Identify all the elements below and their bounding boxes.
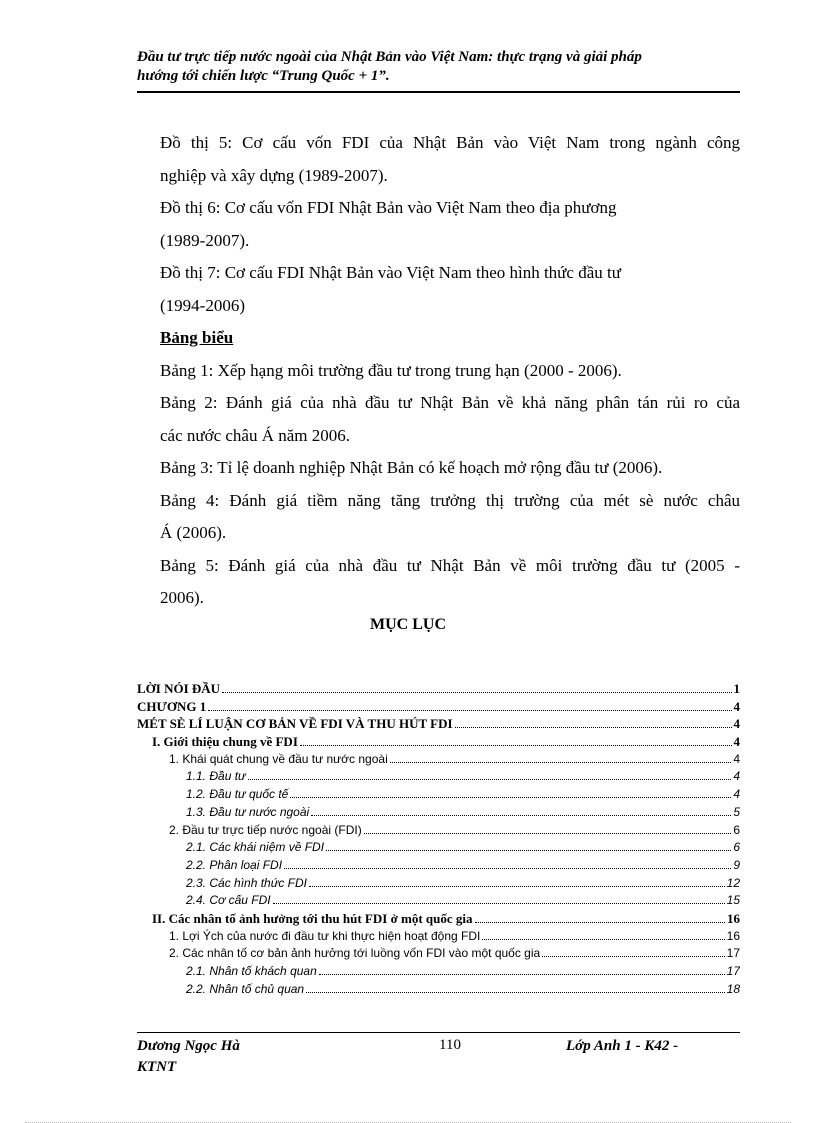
footer-rule <box>137 1032 740 1033</box>
figure-table-list <box>160 127 740 615</box>
toc-entry[interactable]: 2.4. Cơ cấu FDI 15 <box>186 893 740 908</box>
list-line: Bảng 3: Tỉ lệ doanh nghiệp Nhật Bản có kế hoạch mở rộng đầu tư (2006). <box>160 458 663 477</box>
toc-entry[interactable]: II. Các nhân tố ảnh hưởng tới thu hút FDI ở một quốc gia 16 <box>152 910 740 926</box>
toc-entry[interactable]: 1.2. Đầu tư quốc tế 4 <box>186 787 740 802</box>
toc-entry[interactable]: 1.3. Đầu tư nước ngoài 5 <box>186 804 740 819</box>
page-number: 110 <box>439 1037 461 1053</box>
header-line-1: Đầu tư trực tiếp nước ngoài của Nhật Bản vào Việt Nam: thực trạng và giải pháp <box>137 49 642 65</box>
list-line: Đồ thị 6: Cơ cấu vốn FDI Nhật Bản vào Việt Nam theo địa phương <box>160 198 617 217</box>
list-line: Đồ thị 5: Cơ cấu vốn FDI của Nhật Bản vào Việt Nam trong ngành công <box>160 133 740 152</box>
footer-author-block <box>137 1036 297 1078</box>
toc-entry[interactable]: 1.1. Đầu tư 4 <box>186 769 740 784</box>
footer-dept: KTNT <box>137 1059 177 1075</box>
toc-entry[interactable]: CHƯƠNG 1 4 <box>137 698 740 714</box>
toc-entry[interactable]: 2.3. Các hình thức FDI 12 <box>186 875 740 890</box>
section-heading-tables: Bảng biểu <box>160 328 234 347</box>
toc-entry[interactable]: LỜI NÓI ĐẦU 1 <box>137 681 740 696</box>
list-line: Á (2006). <box>160 523 227 542</box>
toc-entry[interactable]: I. Giới thiệu chung về FDI 4 <box>152 734 740 750</box>
list-line: Bảng 5: Đánh giá của nhà đầu tư Nhật Bản về môi trường đầu tư (2005 - <box>160 555 740 575</box>
list-line: nghiệp và xây dựng (1989-2007). <box>160 165 388 185</box>
toc-entry[interactable]: 1. Lợi Ých của nước đi đầu tư khi thực hiện hoạt động FDI 16 <box>169 928 740 943</box>
toc-entry[interactable]: 2.2. Nhân tố chủ quan 18 <box>186 981 740 996</box>
toc-entry[interactable]: 2.1. Các khái niệm về FDI 6 <box>186 840 740 855</box>
list-line: Bảng 2: Đánh giá của nhà đầu tư Nhật Bản về khả năng phân tán rủi ro của <box>160 393 740 412</box>
header-line-2: hướng tới chiến lược “Trung Quốc + 1”. <box>137 68 390 84</box>
toc-title: MỤC LỤC <box>370 616 446 633</box>
footer-class: Lớp Anh 1 - K42 - <box>566 1038 679 1054</box>
list-line: Đồ thị 7: Cơ cấu FDI Nhật Bản vào Việt Nam theo hình thức đầu tư <box>160 263 621 282</box>
toc-entry[interactable]: 1. Khái quát chung về đầu tư nước ngoài 4 <box>169 751 740 766</box>
running-header <box>137 48 740 86</box>
list-line: 2006). <box>160 588 204 607</box>
footer-author: Dương Ngọc Hà <box>137 1038 240 1054</box>
list-line: (1994-2006) <box>160 295 245 315</box>
toc-entry[interactable]: 2. Các nhân tố cơ bản ảnh hưởng tới luồng vốn FDI vào một quốc gia 17 <box>169 946 740 961</box>
list-line: Bảng 4: Đánh giá tiềm năng tăng trưởng thị trường của mét sè nước châu <box>160 490 740 510</box>
list-line: Bảng 1: Xếp hạng môi trường đầu tư trong trung hạn (2000 - 2006). <box>160 360 622 380</box>
header-rule <box>137 91 740 93</box>
toc-entry[interactable]: 2.1. Nhân tố khách quan 17 <box>186 964 740 978</box>
list-line: các nước châu Á năm 2006. <box>160 425 351 445</box>
toc-entry[interactable]: MÉT SÈ LÍ LUẬN CƠ BẢN VỀ FDI VÀ THU HÚT FDI 4 <box>137 716 740 732</box>
table-of-contents <box>137 680 740 998</box>
toc-entry[interactable]: 2.2. Phân loại FDI 9 <box>186 857 740 872</box>
toc-entry[interactable]: 2. Đầu tư trực tiếp nước ngoài (FDI) 6 <box>169 822 740 837</box>
list-line: (1989-2007). <box>160 230 250 250</box>
